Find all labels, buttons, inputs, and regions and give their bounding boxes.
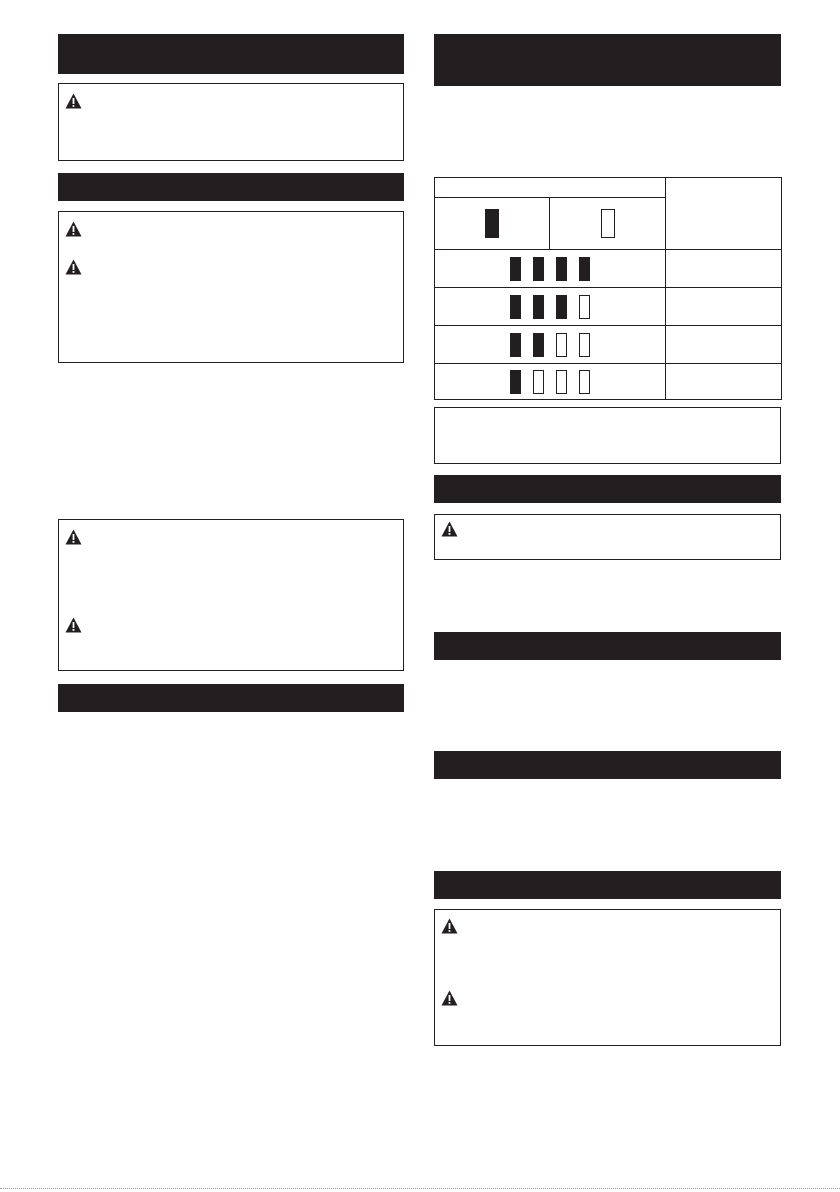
table-row [435,364,782,400]
lit-lamp-icon [485,209,499,238]
warning-triangle-icon [441,918,458,934]
lamp-segment [510,295,521,319]
lamp-segment [556,257,567,281]
section-heading-bar [434,632,781,660]
note-box [434,407,781,464]
warning-box [58,211,404,363]
warning-box [434,514,781,560]
lamp-row-cell [435,326,666,364]
section-heading-bar [434,34,781,86]
section-heading-bar [58,173,404,201]
warning-triangle-icon [65,529,82,545]
table-header-cell [666,178,782,250]
legend-lit-cell [435,198,550,250]
lamp-segment [579,333,590,357]
lamp-segment [556,370,567,394]
table-row [435,288,782,326]
warning-box [58,519,404,671]
off-lamp-icon [601,209,615,238]
table-row [435,326,782,364]
capacity-cell [666,364,782,400]
legend-off-cell [550,198,666,250]
warning-triangle-icon [65,259,82,275]
warning-triangle-icon [65,221,82,237]
lamp-segment [510,257,521,281]
lamp-segment [579,295,590,319]
warning-triangle-icon [441,990,458,1006]
section-heading-bar [434,475,781,503]
capacity-cell [666,250,782,288]
lamp-row-cell [435,288,666,326]
lamp-segment [533,333,544,357]
lamp-segment [556,333,567,357]
page-edge-dotted-line [0,1188,840,1189]
capacity-cell [666,326,782,364]
lamp-segment [533,370,544,394]
lamp-segment [533,257,544,281]
table-row [435,250,782,288]
lamp-row-cell [435,250,666,288]
section-heading-bar [58,684,404,712]
lamp-segment [533,295,544,319]
warning-box [434,909,781,1046]
warning-triangle-icon [65,617,82,633]
lamp-segment [556,295,567,319]
section-heading-bar [434,871,781,899]
warning-box [58,83,404,161]
section-heading-bar [58,34,404,74]
warning-triangle-icon [65,93,82,109]
section-heading-bar [434,751,781,779]
lamp-row-cell [435,364,666,400]
lamp-segment [510,370,521,394]
table-header-cell [435,178,666,198]
lamp-segment [579,257,590,281]
lamp-segment [579,370,590,394]
warning-triangle-icon [441,521,458,537]
battery-indicator-table [434,177,782,400]
capacity-cell [666,288,782,326]
lamp-segment [510,333,521,357]
